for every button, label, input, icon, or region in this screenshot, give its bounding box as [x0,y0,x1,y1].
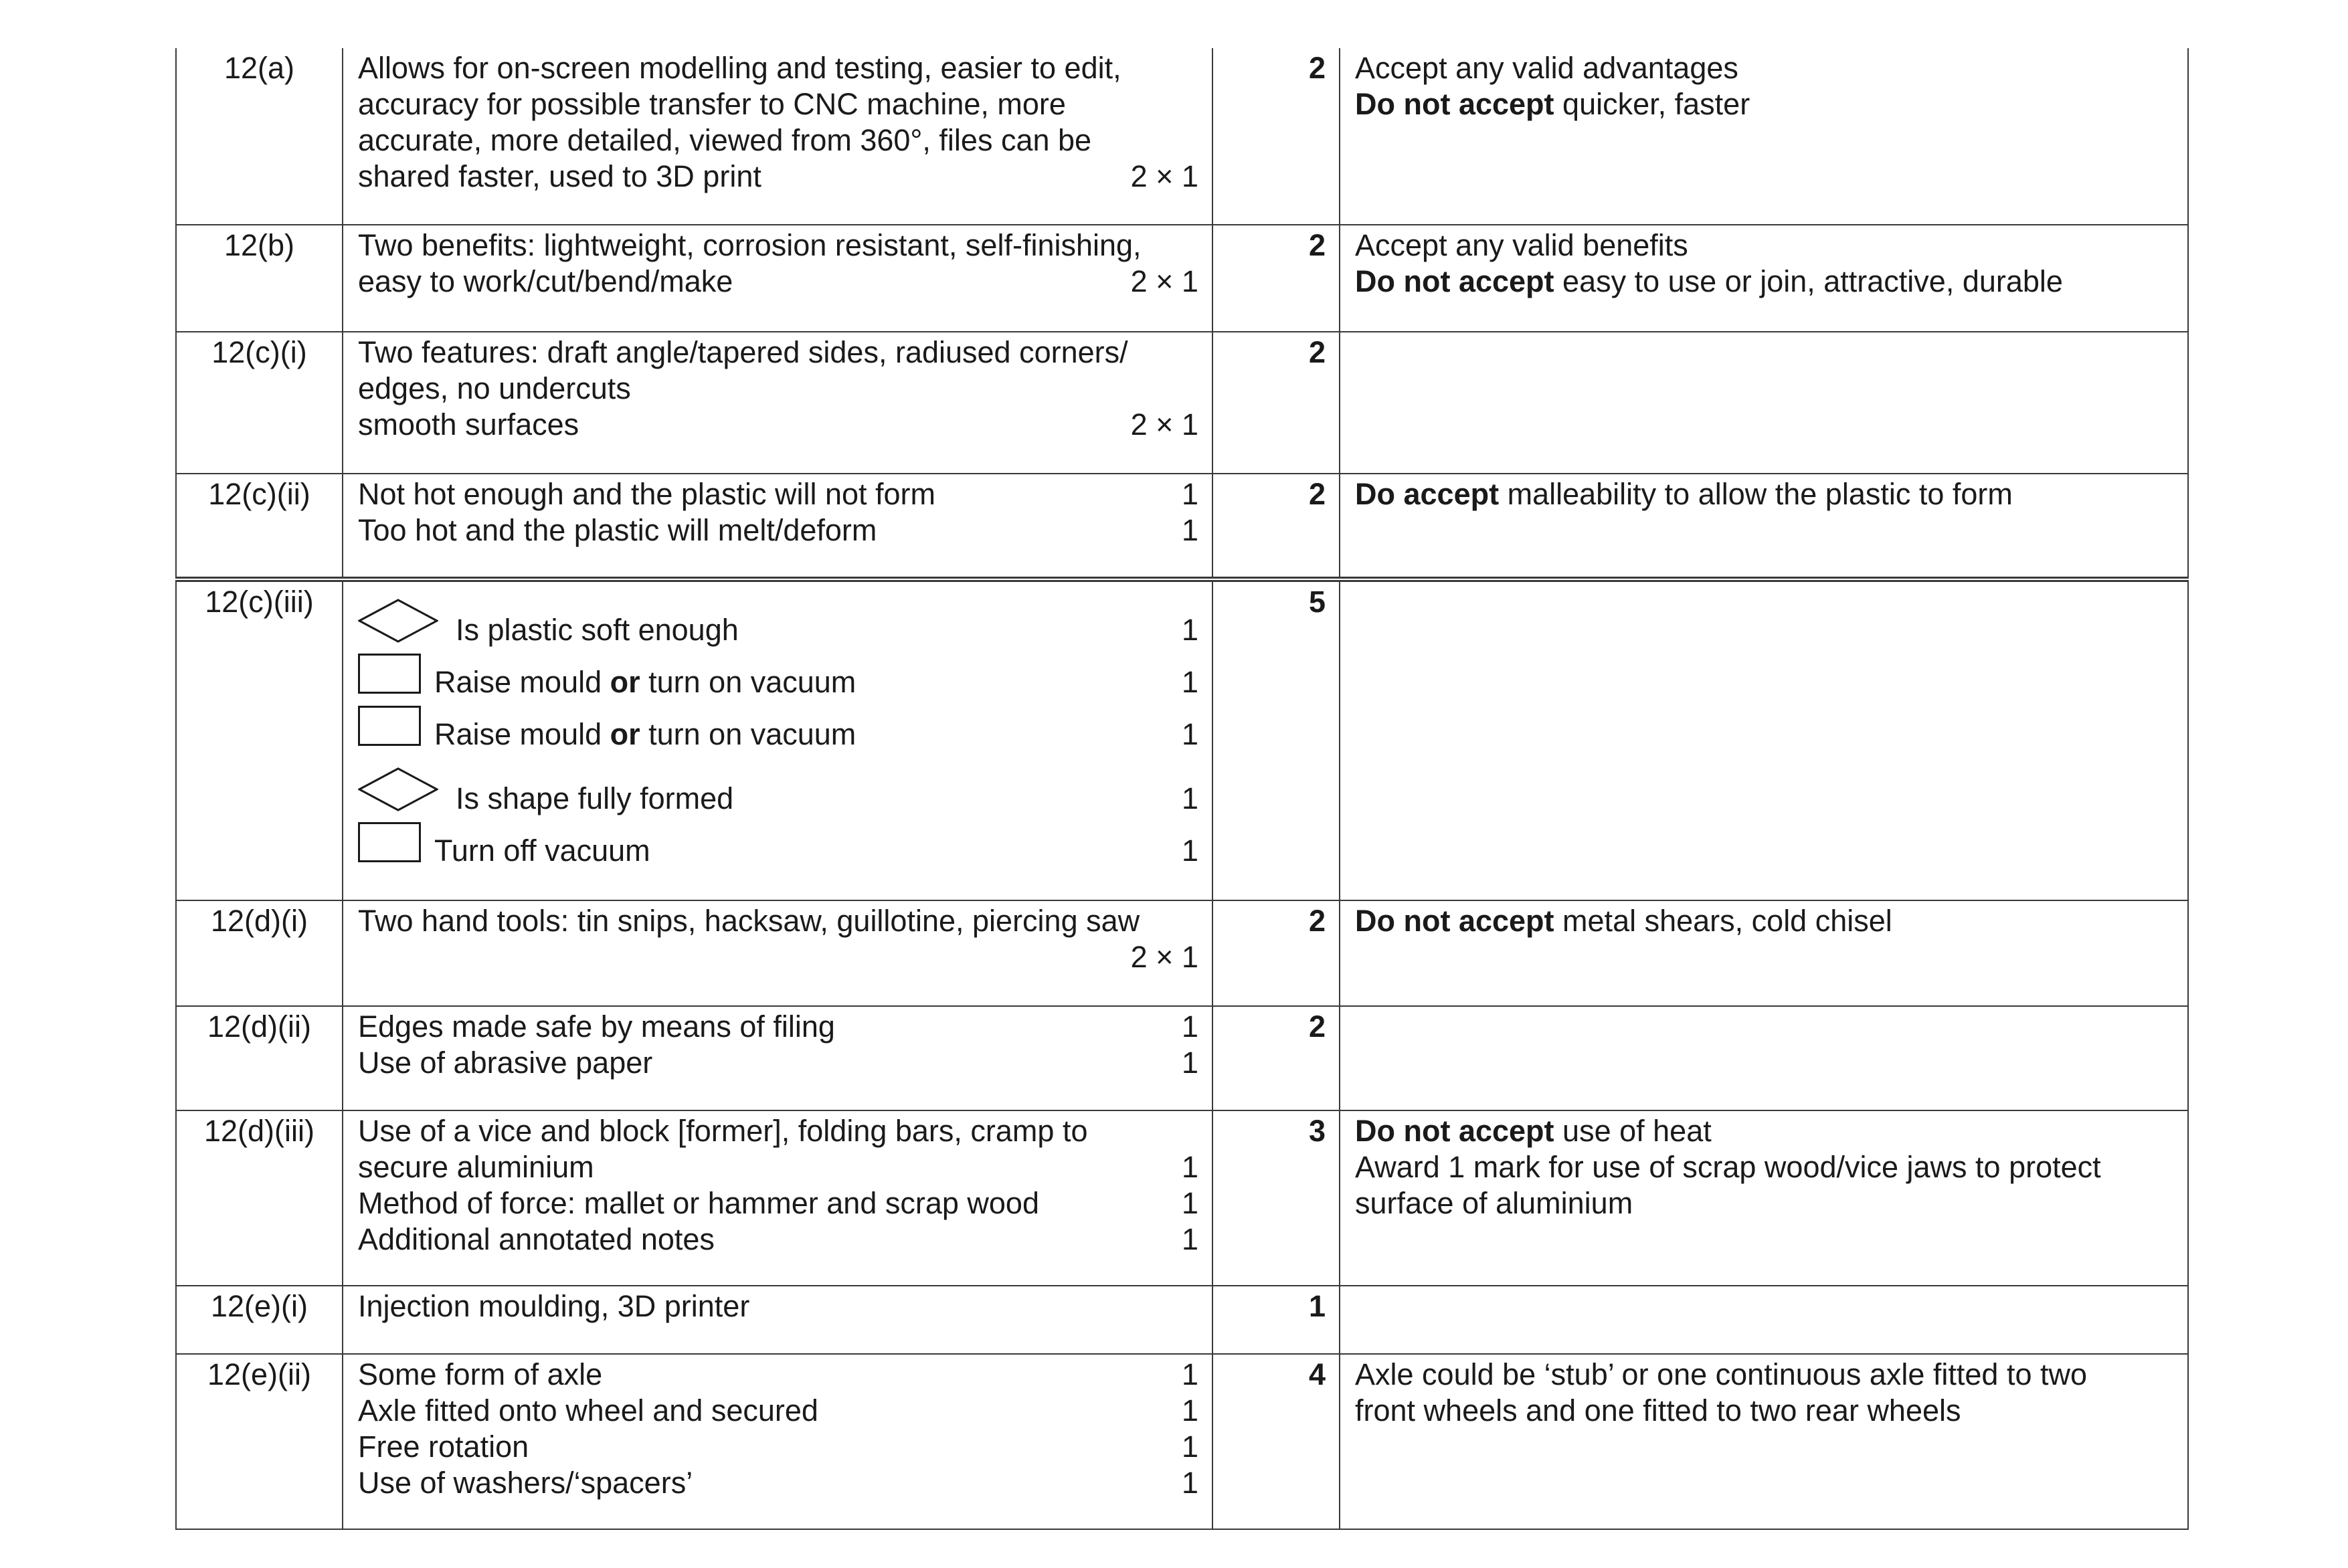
answer-text: Edges made safe by means of filing [358,1009,835,1044]
answer-text: Two features: draft angle/tapered sides, radiused corners/ [358,335,1128,369]
answer-text: Allows for on-screen modelling and testing, easier to edit, [358,51,1121,85]
flowchart-text [434,833,650,869]
process-box-icon [358,706,421,746]
guidance-line [1355,1149,2174,1185]
line-mark: 1 [1181,717,1198,751]
answer-cell [343,1110,1212,1286]
guidance-cell [1340,1110,2188,1286]
answer-line [358,122,1198,159]
answer-line [358,1357,1198,1393]
answer-cell [343,579,1212,900]
guidance-cell [1340,1354,2188,1529]
answer-text: Use of a vice and block [former], folding bars, cramp to [358,1114,1088,1148]
total-marks: 4 [1212,1354,1340,1529]
answer-text: shared faster, used to 3D print [358,159,761,193]
answer-line [358,939,1198,975]
answer-line [358,1113,1198,1149]
question-number: 12(e)(i) [176,1286,343,1354]
flowchart-text-part: Raise mould [434,665,610,699]
mark-scheme-table [175,48,2189,1530]
flowchart-text-part: Raise mould [434,717,610,751]
process-box-icon [358,822,421,862]
answer-cell [343,225,1212,332]
guidance-bold: Do not accept [1355,904,1554,938]
flowchart-text [434,716,856,753]
guidance-cell [1340,900,2188,1006]
flowchart-text-part: Is shape fully formed [456,781,734,815]
guidance-cell [1340,1286,2188,1354]
answer-text: accuracy for possible transfer to CNC machine, more [358,87,1066,121]
table-row [176,579,2188,900]
answer-line [358,1465,1198,1501]
guidance-line [1355,1113,2174,1149]
guidance-line [1355,1393,2174,1429]
answer-text: Use of washers/‘spacers’ [358,1466,693,1500]
guidance-text: easy to use or join, attractive, durable [1554,264,2063,298]
answer-line [358,86,1198,122]
guidance-line [1355,86,2174,122]
answer-line [358,264,1198,300]
question-number: 12(d)(iii) [176,1110,343,1286]
answer-text: Additional annotated notes [358,1222,715,1256]
flowchart-text-bold: or [610,717,640,751]
guidance-text: quicker, faster [1554,87,1750,121]
total-marks: 2 [1212,48,1340,225]
flowchart-step [358,648,1198,700]
answer-text: Free rotation [358,1430,529,1464]
line-mark: 1 [1181,1430,1198,1464]
guidance-line [1355,476,2174,512]
decision-diamond-icon [358,767,438,811]
guidance-line [1355,1357,2174,1393]
answer-text: smooth surfaces [358,407,579,442]
line-mark: 1 [1181,1393,1198,1428]
line-mark: 1 [1181,834,1198,868]
answer-line [358,1045,1198,1081]
answer-text: Two benefits: lightweight, corrosion resistant, self-finishing, [358,228,1142,262]
answer-text: Axle fitted onto wheel and secured [358,1393,818,1428]
total-marks: 1 [1212,1286,1340,1354]
answer-text: Not hot enough and the plastic will not form [358,477,935,511]
flowchart-text-part: Is plastic soft enough [456,613,739,647]
table-row [176,900,2188,1006]
guidance-cell [1340,579,2188,900]
line-mark: 1 [1181,477,1198,511]
answer-line [358,334,1198,371]
answer-text: Method of force: mallet or hammer and scrap wood [358,1186,1039,1220]
answer-line [358,1009,1198,1045]
table-row [176,332,2188,474]
total-marks: 2 [1212,1006,1340,1110]
guidance-text: use of heat [1554,1114,1712,1148]
guidance-text: Axle could be ‘stub’ or one continuous axle fitted to two [1355,1357,2087,1391]
flowchart-label [358,654,856,700]
guidance-text: metal shears, cold chisel [1554,904,1892,938]
line-mark: 2 × 1 [1130,407,1198,442]
total-marks: 5 [1212,579,1340,900]
line-mark: 1 [1181,613,1198,647]
flowchart-text-part: Turn off vacuum [434,834,650,868]
guidance-line [1355,50,2174,86]
guidance-cell [1340,1006,2188,1110]
question-number: 12(c)(iii) [176,579,343,900]
guidance-bold: Do not accept [1355,87,1554,121]
guidance-bold: Do not accept [1355,1114,1554,1148]
answer-line [358,371,1198,407]
table-row [176,474,2188,579]
flowchart-text-part: turn on vacuum [640,717,856,751]
flowchart-text-part: turn on vacuum [640,665,856,699]
guidance-text: malleability to allow the plastic to form [1499,477,2013,511]
guidance-cell [1340,332,2188,474]
flowchart-step [358,700,1198,753]
line-mark: 2 × 1 [1130,264,1198,298]
guidance-text: Award 1 mark for use of scrap wood/vice jaws to protect [1355,1150,2101,1184]
answer-cell [343,474,1212,579]
table-row [176,48,2188,225]
question-number: 12(d)(i) [176,900,343,1006]
line-mark: 2 × 1 [1130,940,1198,974]
question-number: 12(e)(ii) [176,1354,343,1529]
process-box-icon [358,654,421,694]
guidance-cell [1340,225,2188,332]
answer-line [358,1393,1198,1429]
answer-line [358,1185,1198,1221]
flowchart-text [434,664,856,700]
question-number: 12(c)(i) [176,332,343,474]
question-number: 12(d)(ii) [176,1006,343,1110]
line-mark: 1 [1181,1150,1198,1184]
total-marks: 2 [1212,900,1340,1006]
total-marks: 2 [1212,332,1340,474]
line-mark: 1 [1181,1222,1198,1256]
guidance-line [1355,227,2174,264]
guidance-line [1355,1185,2174,1221]
answer-line [358,50,1198,86]
line-mark: 1 [1181,1186,1198,1220]
answer-cell [343,332,1212,474]
answer-line [358,903,1198,939]
answer-line [358,159,1198,195]
guidance-text: front wheels and one fitted to two rear wheels [1355,1393,1961,1428]
answer-line [358,1149,1198,1185]
flowchart-text [456,612,739,648]
guidance-cell [1340,474,2188,579]
table-row [176,1110,2188,1286]
answer-line [358,1288,1198,1325]
flowchart-label [358,599,739,648]
line-mark: 1 [1181,781,1198,815]
answer-text: accurate, more detailed, viewed from 360°, files can be [358,123,1092,157]
answer-text: Injection moulding, 3D printer [358,1289,750,1323]
guidance-bold: Do not accept [1355,264,1554,298]
answer-cell [343,48,1212,225]
line-mark: 2 × 1 [1130,159,1198,193]
total-marks: 2 [1212,225,1340,332]
total-marks: 3 [1212,1110,1340,1286]
flowchart-step [358,817,1198,869]
line-mark: 1 [1181,1009,1198,1044]
flowchart-label [358,767,733,817]
answer-line [358,1429,1198,1465]
guidance-bold: Do accept [1355,477,1500,511]
table-row [176,1354,2188,1529]
guidance-text: surface of aluminium [1355,1186,1633,1220]
guidance-cell [1340,48,2188,225]
guidance-line [1355,903,2174,939]
guidance-line [1355,264,2174,300]
answer-text: Too hot and the plastic will melt/deform [358,513,877,547]
line-mark: 1 [1181,513,1198,547]
answer-cell [343,1286,1212,1354]
line-mark: 1 [1181,665,1198,699]
table-row [176,1286,2188,1354]
line-mark: 1 [1181,1046,1198,1080]
decision-diamond-icon [358,599,438,643]
question-number: 12(a) [176,48,343,225]
total-marks: 2 [1212,474,1340,579]
answer-line [358,476,1198,512]
line-mark: 1 [1181,1357,1198,1391]
flowchart-text-bold: or [610,665,640,699]
answer-text: Some form of axle [358,1357,603,1391]
line-mark: 1 [1181,1466,1198,1500]
flowchart-step [358,753,1198,817]
question-number: 12(c)(ii) [176,474,343,579]
table-row [176,225,2188,332]
question-number: 12(b) [176,225,343,332]
flowchart-text [456,781,733,817]
answer-text: Use of abrasive paper [358,1046,653,1080]
answer-cell [343,900,1212,1006]
table-row [176,1006,2188,1110]
answer-text: Two hand tools: tin snips, hacksaw, guillotine, piercing saw [358,904,1140,938]
answer-line [358,1221,1198,1258]
flowchart-label [358,706,856,753]
flowchart-label [358,822,650,869]
guidance-text: Accept any valid benefits [1355,228,1688,262]
answer-text: edges, no undercuts [358,371,631,405]
answer-line [358,407,1198,443]
answer-cell [343,1006,1212,1110]
answer-cell [343,1354,1212,1529]
answer-text: secure aluminium [358,1150,594,1184]
answer-line [358,512,1198,549]
answer-line [358,227,1198,264]
guidance-text: Accept any valid advantages [1355,51,1738,85]
answer-text: easy to work/cut/bend/make [358,264,733,298]
flowchart-step [358,584,1198,648]
